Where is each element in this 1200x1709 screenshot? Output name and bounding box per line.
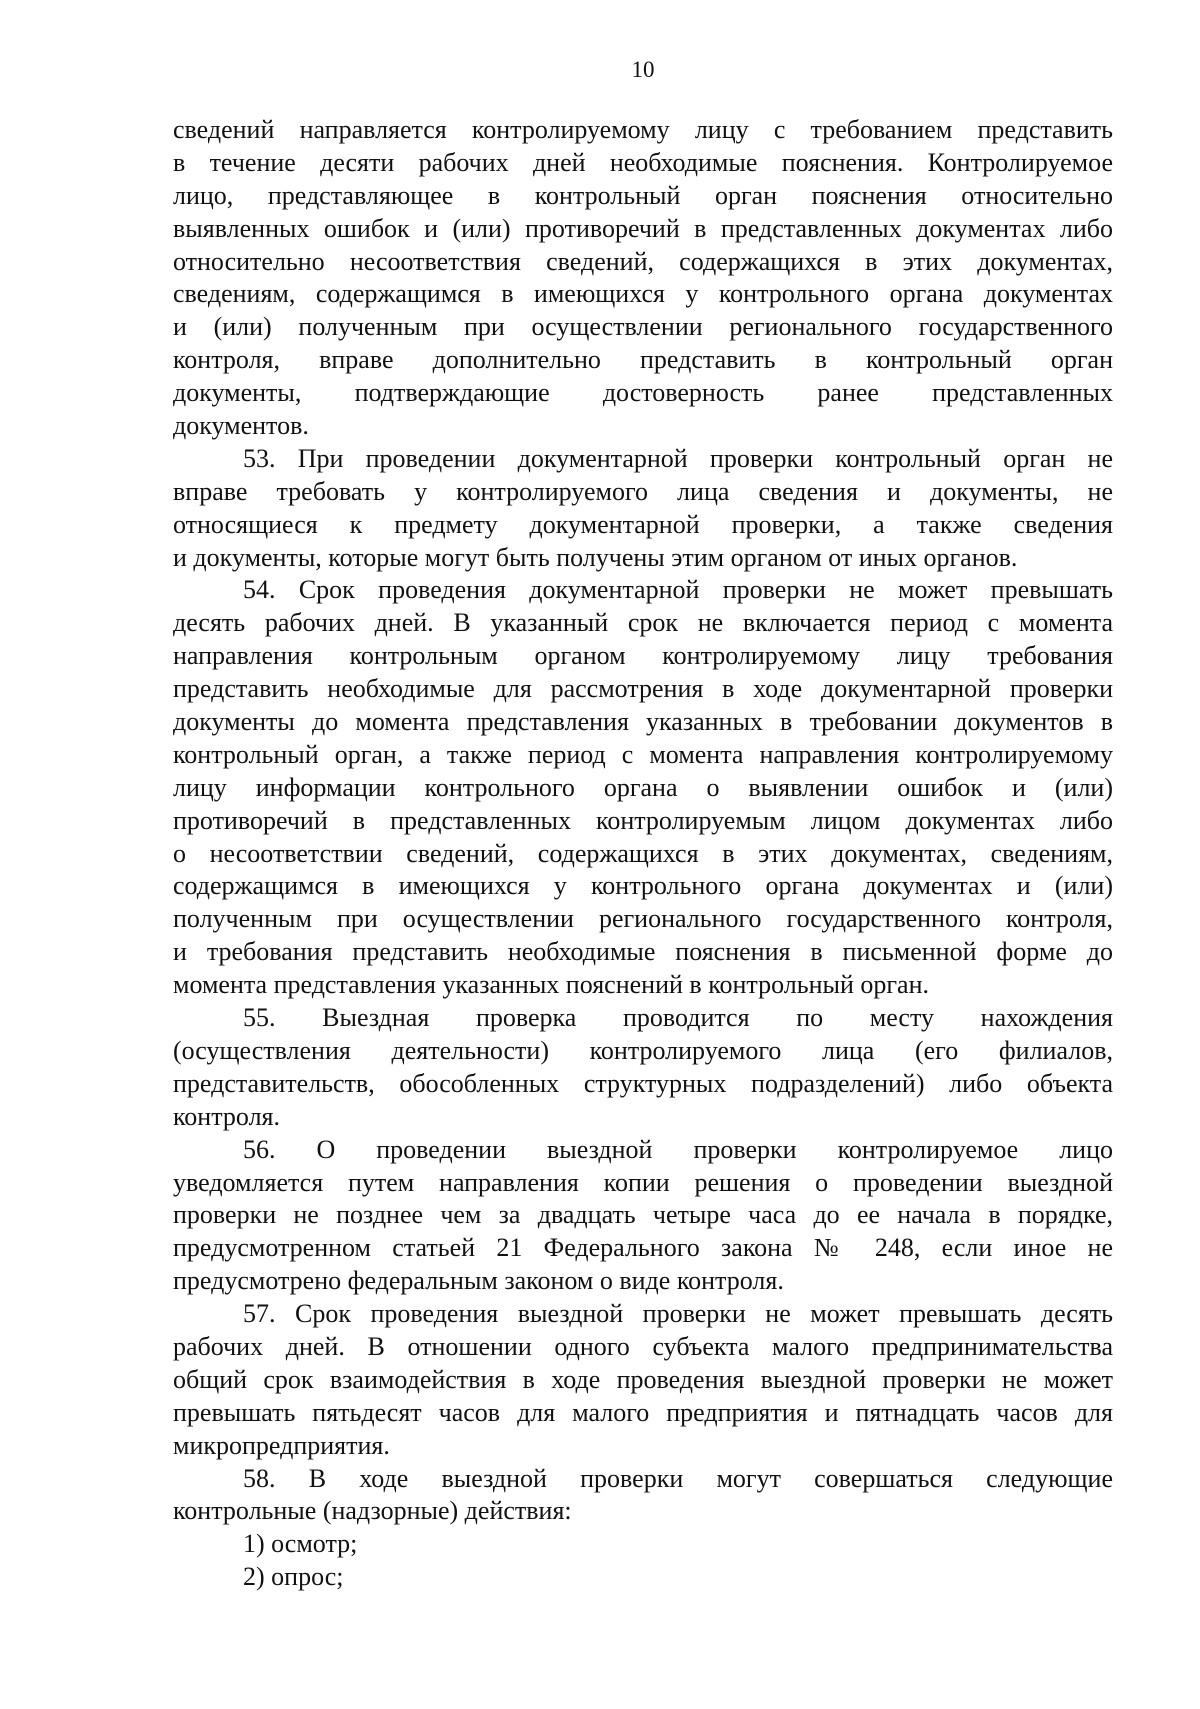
text-line: 1) осмотр;: [243, 1529, 358, 1559]
text-line: противоречий в представленных контролируемым лицом документах либо: [173, 805, 1113, 835]
text-line: документов.: [173, 411, 309, 441]
text-line: уведомляется путем направления копии решения о проведении выездной: [173, 1167, 1113, 1197]
text-line: предусмотренном статьей 21 Федерального закона № 248, если иное не: [173, 1233, 1113, 1263]
text-line: и (или) полученным при осуществлении регионального государственного: [173, 312, 1113, 342]
text-line: в течение десяти рабочих дней необходимые пояснения. Контролируемое: [173, 147, 1113, 177]
text-line: контроля, вправе дополнительно представить в контрольный орган: [173, 345, 1113, 375]
text-line: полученным при осуществлении регионального государственного контроля,: [173, 904, 1113, 934]
text-line: сведений направляется контролируемому лицу с требованием представить: [173, 115, 1113, 144]
text-line: 55. Выездная проверка проводится по месту нахождения: [243, 1003, 1113, 1033]
text-line: выявленных ошибок и (или) противоречий в представленных документах либо: [173, 213, 1113, 243]
text-line: документы до момента представления указанных в требовании документов в: [173, 707, 1113, 737]
text-line: превышать пятьдесят часов для малого предприятия и пятнадцать часов для: [173, 1397, 1113, 1427]
text-line: проверки не позднее чем за двадцать четыре часа до ее начала в порядке,: [173, 1200, 1113, 1230]
text-line: контроля.: [173, 1101, 280, 1131]
page-number: 10: [631, 57, 655, 82]
text-line: 58. В ходе выездной проверки могут совершаться следующие: [243, 1463, 1113, 1493]
text-line: контрольные (надзорные) действия:: [173, 1496, 572, 1526]
text-line: относящиеся к предмету документарной проверки, а также сведения: [173, 509, 1113, 539]
text-line: сведениям, содержащимся в имеющихся у контрольного органа документах: [173, 279, 1113, 309]
text-line: о несоответствии сведений, содержащихся в этих документах, сведениям,: [173, 838, 1113, 868]
text-line: и требования представить необходимые пояснения в письменной форме до: [173, 937, 1113, 967]
text-line: (осуществления деятельности) контролируемого лица (его филиалов,: [173, 1035, 1113, 1065]
text-line: рабочих дней. В отношении одного субъекта малого предпринимательства: [173, 1331, 1113, 1361]
text-line: направления контрольным органом контролируемому лицу требования: [173, 641, 1113, 671]
text-line: общий срок взаимодействия в ходе проведения выездной проверки не может: [173, 1364, 1113, 1394]
text-line: представить необходимые для рассмотрения в ходе документарной проверки: [173, 674, 1113, 704]
text-line: представительств, обособленных структурных подразделений) либо объекта: [173, 1068, 1113, 1098]
text-line: десять рабочих дней. В указанный срок не включается период с момента: [173, 608, 1113, 638]
text-line: предусмотрено федеральным законом о виде контроля.: [173, 1266, 784, 1296]
text-line: момента представления указанных пояснений в контрольный орган.: [173, 970, 930, 1000]
text-line: относительно несоответствия сведений, содержащихся в этих документах,: [173, 246, 1113, 276]
text-line: содержащимся в имеющихся у контрольного органа документах и (или): [173, 871, 1113, 901]
text-line: документы, подтверждающие достоверность ранее представленных: [173, 378, 1113, 408]
text-line: и документы, которые могут быть получены этим органом от иных органов.: [173, 542, 1018, 572]
text-line: 54. Срок проведения документарной проверки не может превышать: [243, 575, 1113, 605]
text-line: лицу информации контрольного органа о выявлении ошибок и (или): [173, 772, 1113, 802]
text-line: лицо, представляющее в контрольный орган пояснения относительно: [173, 180, 1113, 210]
text-line: микропредприятия.: [173, 1430, 390, 1460]
text-line: 56. О проведении выездной проверки контролируемое лицо: [243, 1134, 1113, 1164]
document-body: [173, 114, 1113, 1594]
text-line: контрольный орган, а также период с момента направления контролируемому: [173, 739, 1113, 769]
text-line: 2) опрос;: [243, 1562, 344, 1592]
text-line: вправе требовать у контролируемого лица сведения и документы, не: [173, 476, 1113, 506]
text-line: 53. При проведении документарной проверки контрольный орган не: [243, 443, 1113, 473]
text-line: 57. Срок проведения выездной проверки не может превышать десять: [243, 1299, 1113, 1329]
